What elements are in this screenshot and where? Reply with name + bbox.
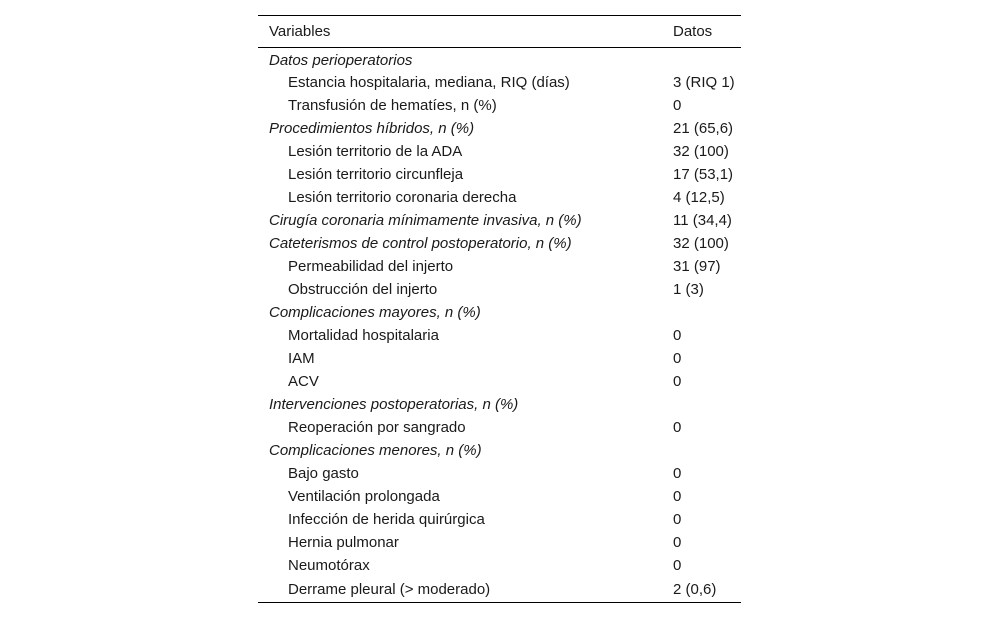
table-header: [258, 16, 741, 48]
row-value: 2 (0,6): [673, 580, 717, 598]
row-label: Permeabilidad del injerto: [288, 257, 454, 275]
row-value: 0: [673, 464, 682, 482]
row-label: IAM: [288, 349, 315, 367]
row-label: ACV: [288, 372, 319, 390]
table-row: [258, 71, 741, 94]
row-label: Intervenciones postoperatorias, n (%): [269, 395, 519, 413]
table-row: [258, 209, 741, 232]
table-row: [258, 416, 741, 439]
row-label: Cateterismos de control postoperatorio, n (%): [269, 234, 572, 252]
table-row: [258, 324, 741, 347]
row-value: 3 (RIQ 1): [673, 73, 735, 91]
table-row: [258, 255, 741, 278]
row-value: 11 (34,4): [673, 211, 732, 229]
row-label: Lesión territorio coronaria derecha: [288, 188, 517, 206]
row-value: 21 (65,6): [673, 119, 734, 137]
row-label: Estancia hospitalaria, mediana, RIQ (días): [288, 73, 570, 91]
row-label: Cirugía coronaria mínimamente invasiva, n (%): [269, 211, 582, 229]
row-label: Datos perioperatorios: [269, 51, 413, 69]
header-row: [258, 16, 741, 48]
row-value: 0: [673, 556, 682, 574]
row-label: Neumotórax: [288, 556, 370, 574]
row-label: Complicaciones mayores, n (%): [269, 303, 481, 321]
results-table-container: [258, 15, 741, 603]
row-value: 4 (12,5): [673, 188, 725, 206]
row-label: Mortalidad hospitalaria: [288, 326, 439, 344]
header-variables: Variables: [269, 23, 331, 40]
row-label: Ventilación prolongada: [288, 487, 440, 505]
table-row: [258, 278, 741, 301]
table-row: [258, 117, 741, 140]
row-label: Bajo gasto: [288, 464, 359, 482]
table-row: [258, 554, 741, 577]
table-row: [258, 508, 741, 531]
header-datos: Datos: [673, 23, 713, 40]
row-label: Obstrucción del injerto: [288, 280, 438, 298]
row-value: 0: [673, 372, 682, 390]
table-row: [258, 94, 741, 117]
row-label: Derrame pleural (> moderado): [288, 580, 491, 598]
table-row: [258, 462, 741, 485]
table-row: [258, 140, 741, 163]
table-row: [258, 301, 741, 324]
results-table: [258, 15, 741, 603]
table-row: [258, 232, 741, 255]
table-row: [258, 347, 741, 370]
row-value: [662, 48, 741, 71]
row-label: Transfusión de hematíes, n (%): [288, 96, 497, 114]
table-body: [258, 48, 741, 603]
row-value: 17 (53,1): [673, 165, 734, 183]
row-value: 0: [673, 510, 682, 528]
row-value: [662, 301, 741, 324]
row-value: 0: [673, 349, 682, 367]
row-label: Infección de herida quirúrgica: [288, 510, 485, 528]
table-row: [258, 186, 741, 209]
table-row: [258, 577, 741, 603]
row-label: Procedimientos híbridos, n (%): [269, 119, 475, 137]
table-row: [258, 163, 741, 186]
table-row: [258, 485, 741, 508]
row-label: Lesión territorio circunfleja: [288, 165, 464, 183]
row-label: Reoperación por sangrado: [288, 418, 466, 436]
row-value: [662, 393, 741, 416]
row-label: Hernia pulmonar: [288, 533, 399, 551]
table-row: [258, 439, 741, 462]
table-row: [258, 393, 741, 416]
row-label: Complicaciones menores, n (%): [269, 441, 482, 459]
row-value: 31 (97): [673, 257, 721, 275]
row-value: 1 (3): [673, 280, 704, 298]
table-row: [258, 48, 741, 71]
table-row: [258, 370, 741, 393]
row-label: Lesión territorio de la ADA: [288, 142, 463, 160]
row-value: 0: [673, 418, 682, 436]
row-value: 32 (100): [673, 234, 729, 252]
table-row: [258, 531, 741, 554]
row-value: 32 (100): [673, 142, 729, 160]
row-value: 0: [673, 326, 682, 344]
row-value: 0: [673, 96, 682, 114]
row-value: 0: [673, 487, 682, 505]
row-value: [662, 439, 741, 462]
row-value: 0: [673, 533, 682, 551]
